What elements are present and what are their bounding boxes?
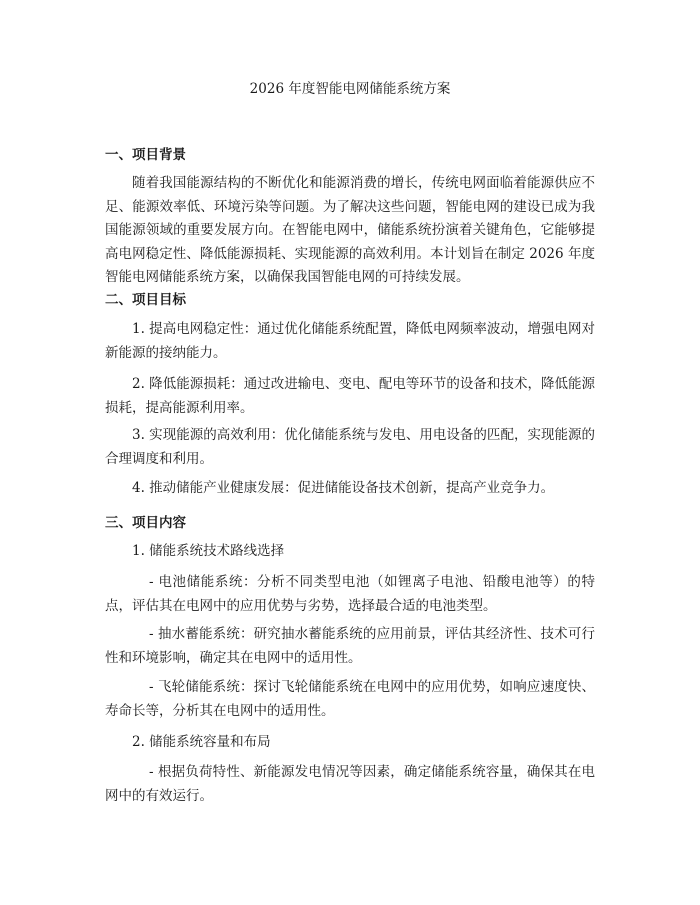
goal-item-1: 1. 提高电网稳定性：通过优化储能系统配置，降低电网频率波动，增强电网对新能源的接纳能力。 — [105, 321, 595, 361]
content-item-flywheel: - 飞轮储能系统：探讨飞轮储能系统在电网中的应用优势，如响应速度快、寿命长等，分析其在电网中的适用性。 — [105, 679, 595, 719]
content-item-capacity: - 根据负荷特性、新能源发电情况等因素，确定储能系统容量，确保其在电网中的有效运行。 — [105, 764, 595, 804]
goal-item-2: 2. 降低能源损耗：通过改进输电、变电、配电等环节的设备和技术，降低能源损耗，提高能源利用率。 — [105, 376, 595, 416]
content-subsection-title-1: 1. 储能系统技术路线选择 — [132, 543, 285, 559]
content-item-battery: - 电池储能系统：分析不同类型电池（如锂离子电池、铅酸电池等）的特点，评估其在电网中的应用优势与劣势，选择最合适的电池类型。 — [105, 574, 595, 614]
section-heading-content: 三、项目内容 — [105, 515, 186, 531]
content-item-pumped-storage: - 抽水蓄能系统：研究抽水蓄能系统的应用前景，评估其经济性、技术可行性和环境影响，确定其在电网中的适用性。 — [105, 626, 595, 666]
goal-item-4: 4. 推动储能产业健康发展：促进储能设备技术创新，提高产业竞争力。 — [132, 480, 555, 496]
page-title: 2026 年度智能电网储能系统方案 — [249, 81, 451, 97]
content-subsection-title-2: 2. 储能系统容量和布局 — [132, 734, 271, 750]
section-heading-goals: 二、项目目标 — [105, 292, 186, 308]
section-heading-background: 一、项目背景 — [105, 147, 186, 163]
background-paragraph: 随着我国能源结构的不断优化和能源消费的增长，传统电网面临着能源供应不足、能源效率低、环境污染等问题。为了解决这些问题，智能电网的建设已成为我国能源领域的重要发展方向。在智能电网中，储能系统扮演着关键角色，它能够提高电网稳定性、降低能源损耗、实现能源的高效利用。本计划旨在制定 2026 年度智能电网储能系统方案，以确保我国智能电网的可持续发展。 — [105, 175, 595, 285]
goal-item-3: 3. 实现能源的高效利用：优化储能系统与发电、用电设备的匹配，实现能源的合理调度和利用。 — [105, 427, 595, 467]
